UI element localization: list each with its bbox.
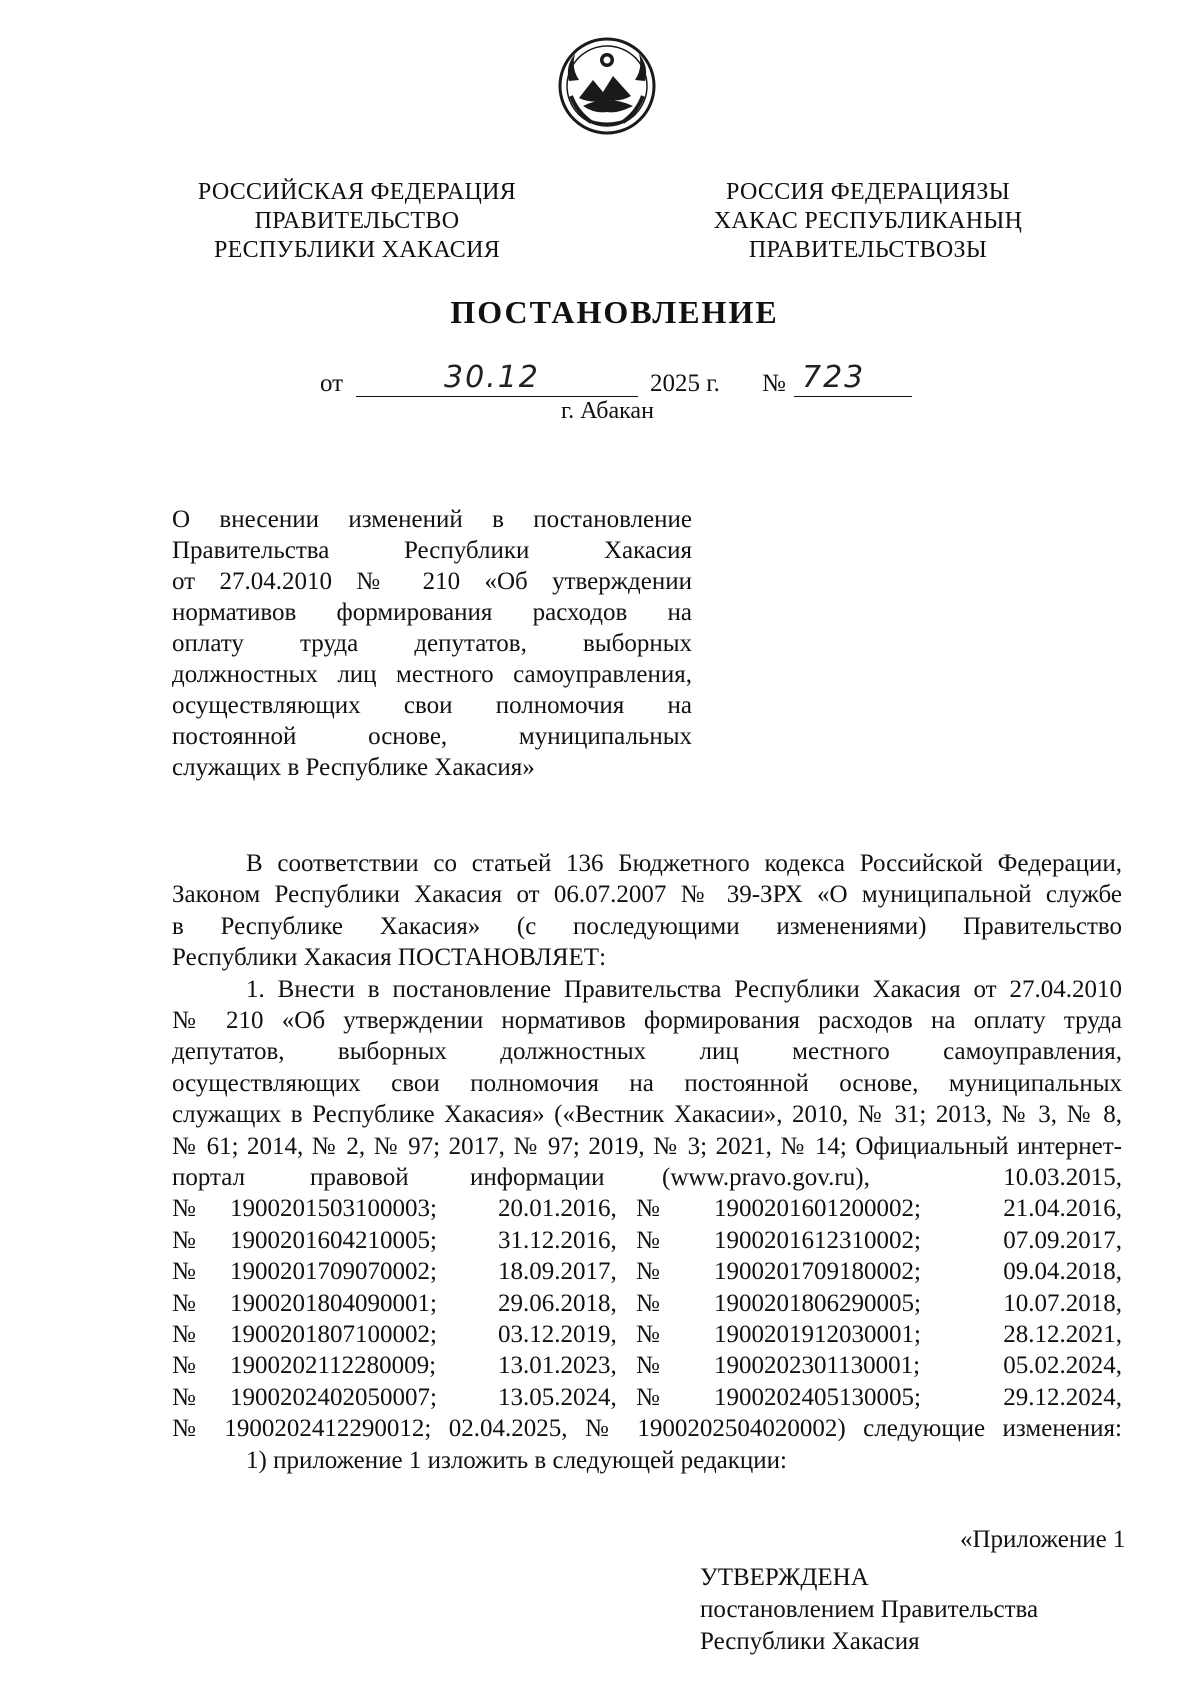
registry-cell: 1900201503100003; bbox=[230, 1195, 437, 1223]
registry-cell: 1900201804090001; bbox=[230, 1289, 437, 1317]
number-underline bbox=[794, 360, 912, 397]
registry-cell: 1900201806290005; bbox=[714, 1289, 921, 1317]
registry-cell: 05.02.2024, bbox=[1003, 1352, 1122, 1380]
registry-row bbox=[172, 1256, 1122, 1287]
portal-cell: портал bbox=[172, 1163, 246, 1191]
registry-numbers-table bbox=[172, 1193, 1122, 1413]
registry-cell: № bbox=[636, 1195, 660, 1223]
registry-cell: 31.12.2016, bbox=[498, 1226, 617, 1254]
handwritten-number: 723 bbox=[802, 360, 866, 395]
body-line: № 61; 2014, № 2, № 97; 2017, № 97; 2019, № 3; 2021, № 14; Официальный интернет- bbox=[172, 1132, 1122, 1160]
city-label: г. Абакан bbox=[561, 398, 654, 424]
header-left-line: ПРАВИТЕЛЬСТВО bbox=[254, 208, 460, 234]
registry-cell: № bbox=[636, 1352, 660, 1380]
date-underline bbox=[356, 360, 638, 397]
registry-cell: 1900201709180002; bbox=[714, 1258, 921, 1286]
registry-cell: 03.12.2019, bbox=[498, 1320, 617, 1348]
registry-cell: № bbox=[172, 1352, 196, 1380]
registry-cell: 1900201709070002; bbox=[230, 1258, 437, 1286]
registry-cell: № bbox=[636, 1258, 660, 1286]
registry-row bbox=[172, 1382, 1122, 1413]
body-line: осуществляющих свои полномочия на постоянной основе, муниципальных bbox=[172, 1069, 1122, 1097]
header-right-line: ПРАВИТЕЛЬСТВОЗЫ bbox=[748, 237, 988, 263]
registry-cell: 1900201807100002; bbox=[230, 1320, 437, 1348]
subject-line: от 27.04.2010 № 210 «Об утверждении bbox=[172, 568, 692, 595]
annex-label: «Приложение 1 bbox=[960, 1526, 1126, 1553]
approved-block bbox=[700, 1562, 1038, 1658]
registry-cell: 1900201604210005; bbox=[230, 1226, 437, 1254]
registry-cell: 18.09.2017, bbox=[498, 1258, 617, 1286]
subject-block bbox=[172, 504, 692, 783]
header-left-line: РЕСПУБЛИКИ ХАКАСИЯ bbox=[213, 237, 501, 263]
registry-cell: 1900201912030001; bbox=[714, 1320, 921, 1348]
registry-cell: № bbox=[636, 1226, 660, 1254]
header-left-line: РОССИЙСКАЯ ФЕДЕРАЦИЯ bbox=[197, 179, 517, 205]
body-line: в Республике Хакасия» (с последующими изменениями) Правительство bbox=[172, 912, 1122, 940]
registry-cell: № bbox=[172, 1195, 196, 1223]
header-right bbox=[678, 178, 1058, 265]
registry-cell: 13.01.2023, bbox=[498, 1352, 617, 1380]
handwritten-date: 30.12 bbox=[444, 360, 540, 395]
registry-cell: № bbox=[172, 1383, 196, 1411]
subject-line: оплату труда депутатов, выборных bbox=[172, 630, 692, 657]
body-line: депутатов, выборных должностных лиц местного самоуправления, bbox=[172, 1038, 1122, 1066]
body-line: № 210 «Об утверждении нормативов формирования расходов на оплату труда bbox=[172, 1006, 1122, 1034]
body-line: В соответствии со статьей 136 Бюджетного кодекса Российской Федерации, bbox=[246, 850, 1122, 877]
registry-cell: № bbox=[636, 1289, 660, 1317]
header-left bbox=[167, 178, 547, 265]
body-text bbox=[172, 848, 1122, 1476]
portal-cell: (www.pravo.gov.ru), bbox=[662, 1163, 870, 1191]
date-number-line bbox=[320, 360, 940, 400]
body-line: служащих в Республике Хакасия» («Вестник Хакасии», 2010, № 31; 2013, № 3, № 8, bbox=[172, 1101, 1122, 1129]
registry-cell: № bbox=[172, 1320, 196, 1348]
registry-cell: 07.09.2017, bbox=[1003, 1226, 1122, 1254]
subject-line: постоянной основе, муниципальных bbox=[172, 723, 692, 750]
registry-cell: № bbox=[636, 1320, 660, 1348]
registry-cell: 29.06.2018, bbox=[498, 1289, 617, 1317]
header-right-line: РОССИЯ ФЕДЕРАЦИЯЗЫ bbox=[726, 179, 1010, 205]
from-label: от bbox=[320, 370, 344, 397]
approved-line: УТВЕРЖДЕНА bbox=[700, 1564, 869, 1591]
registry-cell: 1900202402050007; bbox=[230, 1383, 437, 1411]
body-line: Республики Хакасия ПОСТАНОВЛЯЕТ: bbox=[172, 944, 607, 972]
subject-line: нормативов формирования расходов на bbox=[172, 599, 692, 626]
registry-cell: 09.04.2018, bbox=[1003, 1258, 1122, 1286]
year-label: 2025 г. bbox=[650, 370, 720, 397]
subject-line: О внесении изменений в постановление bbox=[172, 506, 692, 533]
registry-cell: 21.04.2016, bbox=[1003, 1195, 1122, 1223]
registry-table bbox=[172, 1162, 1122, 1193]
registry-row bbox=[172, 1350, 1122, 1381]
registry-cell: № bbox=[172, 1258, 196, 1286]
registry-cell: 10.07.2018, bbox=[1003, 1289, 1122, 1317]
registry-row bbox=[172, 1193, 1122, 1224]
coat-of-arms-icon bbox=[557, 36, 657, 136]
registry-cell: 1900201612310002; bbox=[714, 1226, 921, 1254]
registry-cell: № bbox=[172, 1226, 196, 1254]
registry-cell: 13.05.2024, bbox=[498, 1383, 617, 1411]
registry-row bbox=[172, 1319, 1122, 1350]
registry-cell: 1900201601200002; bbox=[714, 1195, 921, 1223]
portal-cell: правовой bbox=[310, 1163, 409, 1191]
body-line: 1. Внести в постановление Правительства Республики Хакасия от 27.04.2010 bbox=[246, 975, 1122, 1003]
subject-line: Правительства Республики Хакасия bbox=[172, 537, 692, 564]
document-title: ПОСТАНОВЛЕНИЕ bbox=[450, 294, 779, 330]
subject-line: служащих в Республике Хакасия» bbox=[172, 754, 535, 781]
body-line: Законом Республики Хакасия от 06.07.2007 № 39-ЗРХ «О муниципальной службе bbox=[172, 881, 1122, 909]
registry-cell: 20.01.2016, bbox=[498, 1195, 617, 1223]
registry-cell: 28.12.2021, bbox=[1003, 1320, 1122, 1348]
registry-cell: 29.12.2024, bbox=[1003, 1383, 1122, 1411]
registry-cell: 1900202301130001; bbox=[714, 1352, 921, 1380]
portal-row bbox=[172, 1162, 1122, 1193]
registry-row bbox=[172, 1288, 1122, 1319]
registry-cell: 1900202405130005; bbox=[714, 1383, 921, 1411]
body-line: 1) приложение 1 изложить в следующей редакции: bbox=[246, 1446, 787, 1474]
approved-line: Республики Хакасия bbox=[700, 1628, 920, 1655]
approved-line: постановлением Правительства bbox=[700, 1596, 1039, 1623]
registry-cell: № bbox=[636, 1383, 660, 1411]
portal-cell: 10.03.2015, bbox=[1003, 1163, 1122, 1191]
portal-cell: информации bbox=[470, 1163, 605, 1191]
number-label: № bbox=[762, 370, 786, 397]
body-line: № 1900202412290012; 02.04.2025, № 1900202504020002) следующие изменения: bbox=[172, 1415, 1122, 1443]
subject-line: должностных лиц местного самоуправления, bbox=[172, 661, 692, 688]
subject-line: осуществляющих свои полномочия на bbox=[172, 692, 692, 719]
registry-cell: 1900202112280009; bbox=[230, 1352, 437, 1380]
registry-row bbox=[172, 1225, 1122, 1256]
header-right-line: ХАКАС РЕСПУБЛИКАНЫҢ bbox=[713, 208, 1023, 234]
registry-cell: № bbox=[172, 1289, 196, 1317]
